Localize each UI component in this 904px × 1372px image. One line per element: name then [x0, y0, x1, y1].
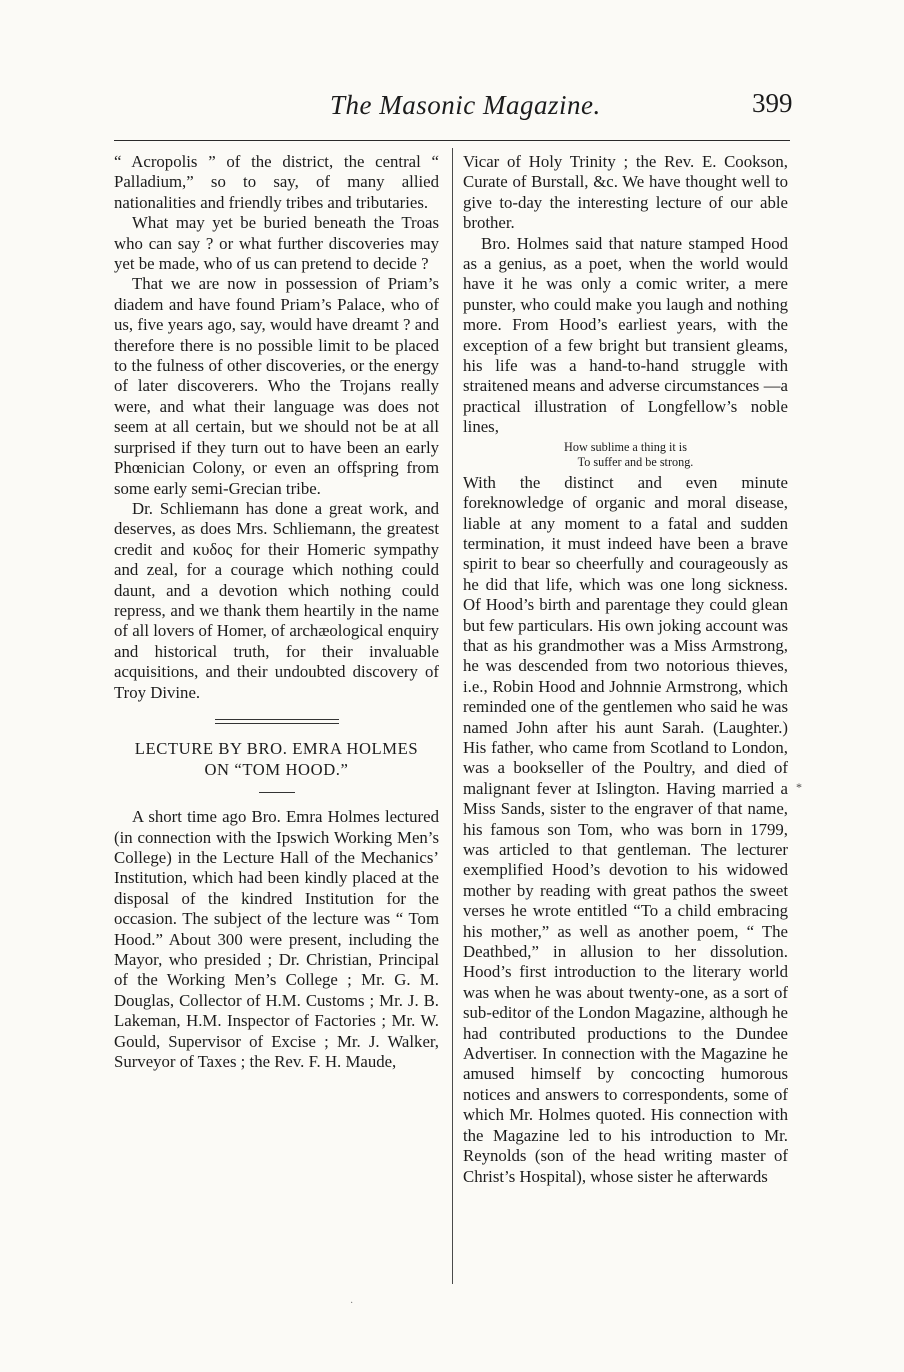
section-separator	[215, 719, 339, 724]
verse-line-1: How sublime a thing it is	[564, 439, 687, 454]
paragraph-vicar: Vicar of Holy Trinity ; the Rev. E. Cookson, Curate of Burstall, &c. We have thought well to give to-day the interesting lecture of our able brother.	[463, 152, 788, 233]
paragraph-biography: With the distinct and even minute foreknowledge of organic and moral disease, liable at any moment to a fatal and sudden termination, it must indeed have been a brave spirit to bear so cheerfully and courageously as he did that life, which was one long sickness. Of Hood’s birth and parentage they could glean but few particulars. His own joking account was that as his grandmother was a Miss Armstrong, he was descended from two notorious thieves, i.e., Robin Hood and Johnnie Armstrong, which reminded one of the gentlemen who said he was named John after his aunt Sarah. (Laughter.) His father, who came from Scotland to London, was a bookseller of the Poultry, and died of malignant fever at Islington. Having married a Miss Sands, sister to the engraver of that name, his famous son Tom, who was born in 1799, was articled to that gentleman. The lecturer exemplified Hood’s devotion to his widowed mother by reading with great pathos the sweet verses he wrote entitled “To a child embracing his mother,” as well as another poem, “ The Deathbed,” in allusion to her dissolution. Hood’s first introduction to the literary world was when he was about twenty-one, as a sort of sub-editor of the London Magazine, although he had contributed productions to the Dundee Advertiser. In connection with the Magazine he amused himself by concocting humorous notices and answers to correspondents, some of which Mr. Holmes quoted. His connection with the Magazine led to his introduction to Mr. Reynolds (son of the head writing master of Christ’s Hospital), whose sister he afterwards	[463, 472, 788, 1186]
header-rule	[114, 140, 790, 141]
heading-line-1: LECTURE BY BRO. EMRA HOLMES	[134, 738, 419, 758]
paragraph-priam: That we are now in possession of Priam’s diadem and have found Priam’s Palace, who of us, five years ago, say, would have dreamt ? and therefore there is no possible limit to be placed to the fulness of other discoveries, or the energy of later discoverers. Who the Trojans really were, and what their language was does not seem at all certain, but we should not be at all surprised if they turn out to have been an early Phœnician Colony, or even an offspring from some early semi-Grecian tribe.	[114, 274, 439, 498]
left-column	[114, 152, 439, 1072]
printer-mark: ·	[350, 1298, 354, 1309]
column-divider	[452, 148, 453, 1284]
verse-line-2: To suffer and be strong.	[577, 454, 694, 469]
running-title: The Masonic Magazine.	[330, 90, 601, 120]
paragraph-troas: What may yet be buried beneath the Troas who can say ? or what further discoveries may yet be made, who of us can pretend to decide ?	[114, 213, 439, 274]
paragraph-schliemann: Dr. Schliemann has done a great work, and deserves, as does Mrs. Schliemann, the greatest credit and κυδος for their Homeric sympathy and zeal, for a courage which nothing could daunt, and a devotion which nothing could repress, and we thank them heartily in the name of all lovers of Homer, of archæological enquiry and historical truth, for their invaluable acquisitions, and their undoubted discovery of Troy Divine.	[114, 498, 439, 702]
paragraph-lecture-intro: A short time ago Bro. Emra Holmes lectured (in connection with the Ipswich Working Men’s College) in the Lecture Hall of the Mechanics’ Institution, which had been kindly placed at the disposal of the kindred Institution for the occasion. The subject of the lecture was “ Tom Hood.” About 300 were present, including the Mayor, who presided ; Dr. Christian, Principal of the Working Men’s College ; Mr. G. M. Douglas, Collector of H.M. Customs ; Mr. J. B. Lakeman, H.M. Inspector of Factories ; Mr. W. Gould, Supervisor of Excise ; Mr. J. Walker, Surveyor of Taxes ; the Rev. F. H. Maude,	[114, 807, 439, 1072]
heading-rule	[259, 792, 295, 793]
paragraph-acropolis: “ Acropolis ” of the district, the central “ Palladium,” so to say, of many allied nationalities and friendly tribes and tributaries.	[114, 152, 439, 212]
verse-quote	[463, 440, 788, 470]
section-heading	[114, 739, 439, 780]
running-header	[0, 86, 904, 126]
right-column	[463, 152, 788, 1187]
heading-line-2: ON “TOM HOOD.”	[204, 759, 349, 779]
page-number: 399	[752, 88, 793, 118]
margin-mark: *	[796, 780, 802, 794]
paragraph-genius: Bro. Holmes said that nature stamped Hood as a genius, as a poet, when the world would have it he was only a comic writer, a mere punster, who could make you laugh and nothing more. From Hood’s earliest years, with the exception of a few bright but transient gleams, his life was a hand-to-hand struggle with straitened means and adverse circumstances —a practical illustration of Longfellow’s noble lines,	[463, 233, 788, 437]
